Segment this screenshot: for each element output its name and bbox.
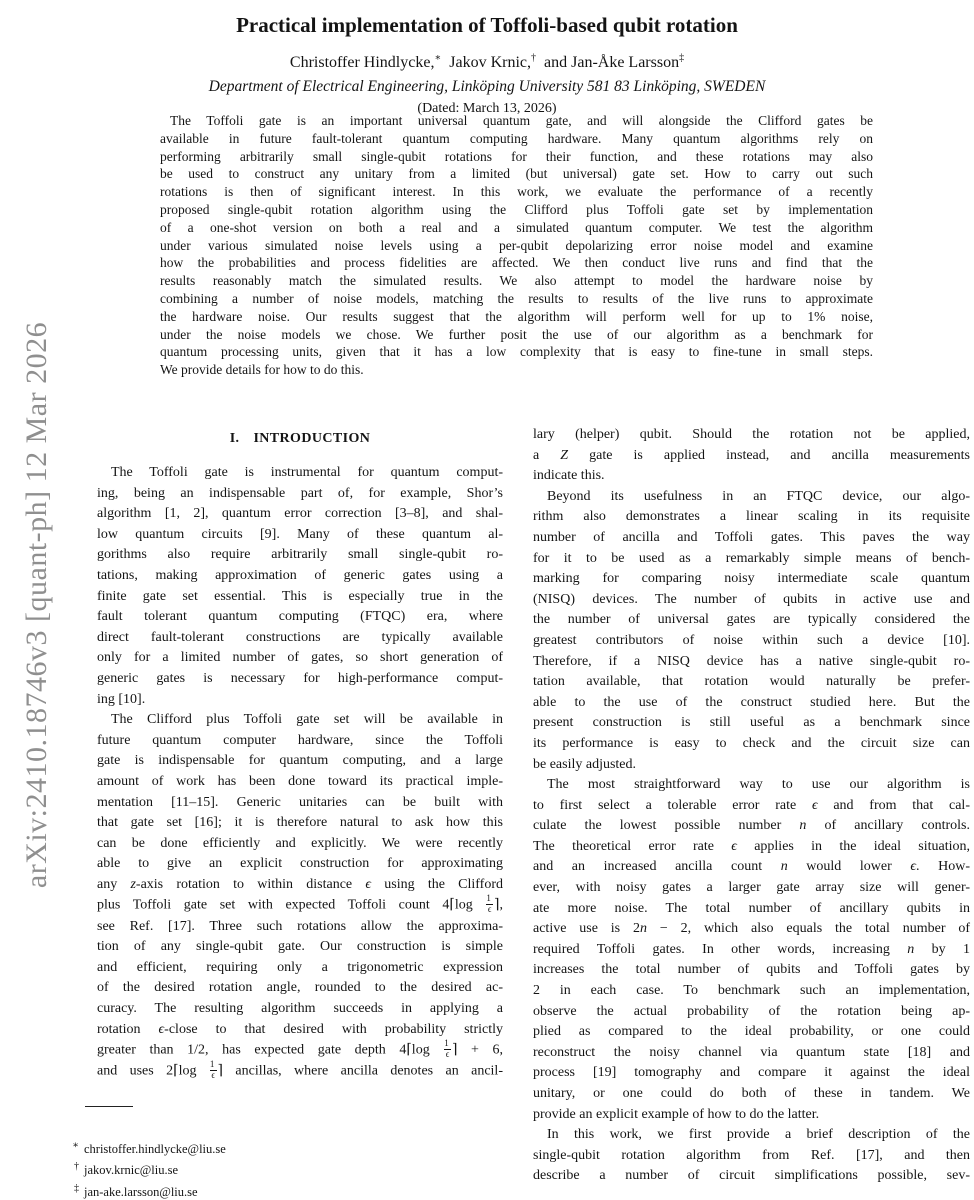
text-line: The theoretical error rate ϵ applies in the ideal situation, <box>533 838 970 854</box>
section-title: INTRODUCTION <box>253 431 371 446</box>
text-line: and uses 2⌈log $\frac{1}{\epsilon}$ ⌉ ancillas, where ancilla denotes an ancil- <box>97 1059 503 1081</box>
text-line: that gate set [16]; it is therefore natural to ask how this <box>97 815 503 831</box>
text-line: required Toffoli gates. In other words, increasing n by 1 <box>533 941 970 957</box>
text-line: a Z gate is applied instead, and ancilla measurements <box>533 447 971 463</box>
text-line: The Toffoli gate is an important universal quantum gate, and will alongside the Clifford gates be <box>170 113 873 128</box>
text-line: see Ref. [17]. Three such rotations allow the approxima- <box>97 918 503 934</box>
text-line: under the noise models we chose. We further posit the use of our algorithm as a benchmark for <box>160 326 873 342</box>
text-line: performing arbitrarily small single-qubit rotations for their function, and these rotations may also <box>160 148 873 164</box>
text-line: able to give an explicit construction for approximating <box>97 856 503 872</box>
text-line: active use is 2n − 2, which also equals the total number of <box>533 921 971 937</box>
text-line: able to the use of the construct studied here. But the <box>533 694 970 710</box>
text-line: any z-axis rotation to within distance ϵ using the Clifford <box>97 876 504 892</box>
text-line: rithm also demonstrates a linear scaling in its requisite <box>533 509 970 525</box>
footnote-mark: ∗ <box>72 1140 79 1151</box>
affiliation: Department of Electrical Engineering, Linköping University 581 83 Linköping, SWEDEN <box>208 78 766 96</box>
dateline: (Dated: March 13, 2026) <box>417 101 557 117</box>
text-line: how the probabilities and process fidelities are affected. We then conduct live runs and find that the <box>160 255 873 271</box>
footnote-list <box>68 1137 498 1200</box>
text-line: only for a limited number of gates, so short generation of <box>97 650 503 666</box>
author-footnote-mark: ‡ <box>679 53 685 64</box>
author-name: and Jan-Åke Larsson‡ <box>544 53 685 72</box>
text-line: culate the lowest possible number n of ancillary controls. <box>533 818 970 834</box>
author-footnote-mark: † <box>531 53 537 64</box>
text-line: available in future fault-tolerant quantum computing hardware. Many quantum algorithms rely on <box>160 130 873 146</box>
text-line: for it to be used as a remarkably simple means of bench- <box>533 550 970 566</box>
text-line: The most straightforward way to use our algorithm is <box>547 777 970 793</box>
abstract <box>160 112 873 379</box>
body-columns <box>97 425 970 1187</box>
text-line: low quantum circuits [9]. Many of these quantum al- <box>97 526 503 542</box>
math-variable: Z <box>560 447 569 463</box>
footnote-mark: ‡ <box>74 1182 79 1194</box>
footnote-email: christoffer.hindlycke@liu.se <box>84 1142 226 1157</box>
inline-fraction: $\frac{1}{\epsilon}$ <box>444 1038 450 1060</box>
text-line: (NISQ) devices. The number of qubits in active use and <box>533 591 970 607</box>
section-heading <box>97 431 503 447</box>
text-line: ate more noise. The total number of ancillary qubits in <box>533 900 970 916</box>
text-line: direct fault-tolerant constructions are typically available <box>97 629 503 645</box>
math-variable: ϵ <box>731 838 737 854</box>
text-line: generic gates is necessary for high-performance comput- <box>97 670 503 686</box>
text-line: the number of universal gates are typically considered the <box>533 612 970 628</box>
text-line: number of ancilla and Toffoli gates. This paves the way <box>533 529 970 545</box>
footnote-email: jakov.krnic@liu.se <box>84 1163 179 1178</box>
text-line: unitary, or one could do both of these in tandem. We <box>533 1086 970 1101</box>
text-line: marking for comparing noisy intermediate scale quantum <box>533 571 970 587</box>
text-line: proposed single-qubit rotation algorithm using the Clifford plus Toffoli gate set by implementation <box>160 201 873 217</box>
text-line: future quantum computer hardware, since the Toffoli <box>97 732 503 748</box>
text-line: greatest contributors of noise within such a device [10]. <box>533 632 970 648</box>
math-variable: z <box>130 876 136 892</box>
math-variable: n <box>780 859 788 875</box>
text-line: and an increased ancilla count n would lower ϵ. How- <box>533 859 970 875</box>
footnote-block <box>68 1106 498 1200</box>
footnote-mark: † <box>74 1161 79 1173</box>
author-name: Christoffer Hindlycke,∗ <box>289 53 442 72</box>
arxiv-watermark: arXiv:2410.18746v3 [quant-ph] 12 Mar 2026 <box>20 321 53 889</box>
footnote-rule <box>85 1106 133 1107</box>
inline-fraction: $\frac{1}{\epsilon}$ <box>486 893 492 915</box>
math-variable: n <box>639 921 647 937</box>
text-line: be easily adjusted. <box>533 756 637 772</box>
text-line: ever, with noisy gates a larger gate array size will gener- <box>533 880 970 896</box>
footnote <box>68 1158 498 1179</box>
text-line: fault tolerant quantum computing (FTQC) era, where <box>97 609 503 625</box>
text-line: In this work, we first provide a brief description of the <box>547 1127 970 1143</box>
paper-header <box>0 0 974 117</box>
inline-fraction: $\frac{1}{\epsilon}$ <box>209 1059 216 1081</box>
text-line: under various simulated noise levels using a per-qubit depolarizing error noise model and examine <box>160 237 873 253</box>
text-line: We provide details for how to do this. <box>160 362 364 378</box>
left-column-text <box>97 463 503 1083</box>
right-column <box>533 425 970 1187</box>
footnote <box>68 1180 498 1200</box>
text-line: indicate this. <box>533 468 605 484</box>
text-line: ing [10]. <box>97 691 146 707</box>
math-variable: ϵ <box>811 797 818 813</box>
text-line: rotations is then of significant interest. In this work, we evaluate the performance of a recently <box>160 184 873 200</box>
text-line: ing, being an indispensable part of, for example, Shor’s <box>97 485 503 501</box>
text-line: of the desired rotation angle, rounded to the desired ac- <box>97 980 503 996</box>
text-line: rotation ϵ-close to that desired with probability strictly <box>97 1021 503 1037</box>
text-line: be used to construct any unitary from a limited (but universal) gate set. How to carry out such <box>160 166 873 182</box>
text-line: its performance is easy to check and the circuit size can <box>533 735 970 751</box>
text-line: plus Toffoli gate set with expected Toffoli count 4⌈log $\frac{1}{\epsilon}$ ⌉, <box>97 893 503 915</box>
text-line: reconstruct the noisy channel via quantum state [18] and <box>533 1044 970 1060</box>
right-column-text <box>533 425 970 1187</box>
text-line: present construction is still useful as a benchmark since <box>533 715 970 731</box>
text-line: of a one-shot version on both a real and a simulated quantum computer. We test the algorithm <box>160 219 873 235</box>
text-line: amount of work has been done toward its practical imple- <box>97 773 503 789</box>
left-column <box>97 425 503 1187</box>
math-variable: ϵ <box>365 876 372 892</box>
text-line: lary (helper) qubit. Should the rotation not be applied, <box>533 427 970 442</box>
text-line: plied as compared to the ideal probability, or one could <box>533 1024 970 1040</box>
text-line: Therefore, if a NISQ device has a native single-qubit ro- <box>533 653 970 669</box>
text-line: observe the actual probability of the rotation being ap- <box>533 1003 970 1019</box>
text-line: provide an explicit example of how to do the latter. <box>533 1106 820 1122</box>
text-line: The Toffoli gate is instrumental for quantum comput- <box>111 465 503 480</box>
math-variable: n <box>907 941 915 957</box>
math-variable: n <box>799 818 807 834</box>
math-variable: ϵ <box>158 1021 165 1037</box>
text-line: results reasonably match the simulated results. We also attempt to model the hardware noise by <box>160 273 873 289</box>
text-line: 2 in each case. To benchmark such an implementation, <box>533 983 970 999</box>
text-line: tation available, that rotation would naturally be prefer- <box>533 674 970 690</box>
footnote <box>68 1137 498 1158</box>
author-footnote-mark: ∗ <box>434 53 442 64</box>
text-line: can be done efficiently and explicitly. We were recently <box>97 835 503 851</box>
footnote-email: jan-ake.larsson@liu.se <box>84 1185 198 1200</box>
text-line: The Clifford plus Toffoli gate set will be available in <box>111 712 503 728</box>
text-line: greater than 1/2, has expected gate depth 4⌈log $\frac{1}{\epsilon}$ ⌉ + 6, <box>97 1038 504 1060</box>
math-variable: ϵ <box>910 859 916 875</box>
paper-title: Practical implementation of Toffoli-based qubit rotation <box>236 13 738 37</box>
text-line: mentation [11–15]. Generic unitaries can be built with <box>97 794 503 810</box>
text-line: the hardware noise. Our results suggest that the algorithm will perform well for up to 1% noise, <box>160 308 873 324</box>
text-line: Beyond its usefulness in an FTQC device, our algo- <box>547 488 970 504</box>
text-line: to first select a tolerable error rate ϵ and from that cal- <box>533 797 970 813</box>
text-line: gate is indispensable for quantum computing, and a large <box>97 753 503 769</box>
text-line: combining a number of noise models, matching the results to results of the live runs to approximate <box>160 290 873 306</box>
text-line: curacy. The resulting algorithm succeeds in applying a <box>97 1001 503 1017</box>
text-line: algorithm [1, 2], quantum error correction [3–8], and shal- <box>97 506 503 522</box>
author-name: Jakov Krnic,† <box>449 53 537 72</box>
section-number: I. <box>229 431 240 446</box>
text-line: single-qubit rotation algorithm from Ref. [17], and then <box>533 1147 970 1163</box>
text-line: tations, making approximation of generic gates using a <box>97 567 503 583</box>
text-line: process [19] tomography and compare it against the ideal <box>533 1065 970 1081</box>
text-line: gorithms also require arbitrarily small single-qubit ro- <box>97 547 503 563</box>
text-line: describe a number of circuit simplifications possible, sev- <box>533 1168 970 1184</box>
text-line: tion of any single-qubit gate. Our construction is simple <box>97 939 503 955</box>
text-line: quantum processing units, given that it has a low complexity that is easy to fine-tune in small steps. <box>160 344 873 360</box>
text-line: increases the total number of qubits and Toffoli gates by <box>533 962 970 978</box>
authors-line <box>0 53 974 72</box>
text-line: and efficient, requiring only a trigonometric expression <box>97 959 503 975</box>
text-line: finite gate set essential. This is especially true in the <box>97 588 503 604</box>
